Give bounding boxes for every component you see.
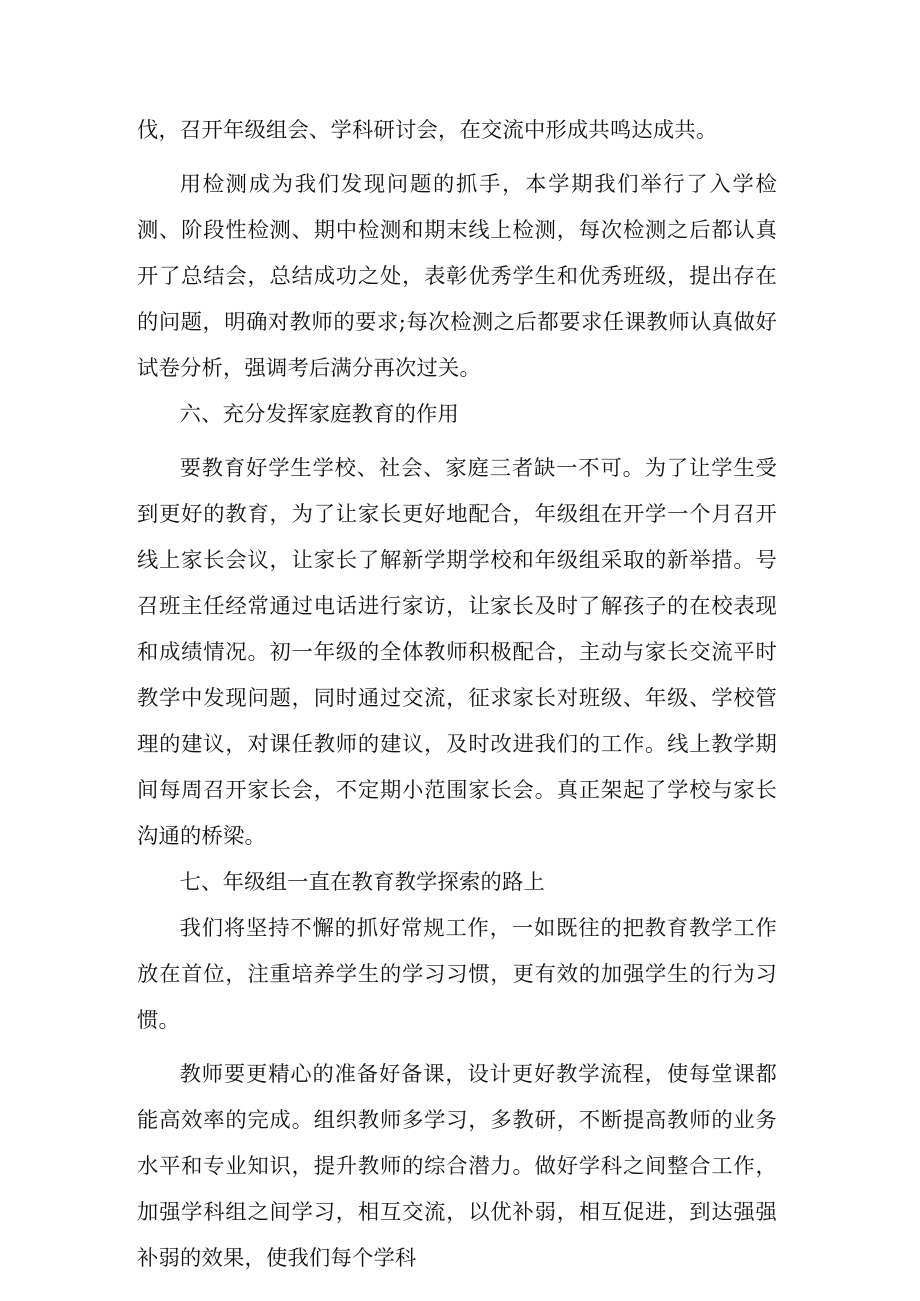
paragraph-family-education: 要教育好学生学校、社会、家庭三者缺一不可。为了让学生受到更好的教育，为了让家长更好地配合，年级组在开学一个月召开线上家长会议，让家长了解新学期学校和年级组采取的新举措。号召班主任经常通过电话进行家访，让家长及时了解孩子的在校表现和成绩情况。初一年级的全体教师积极配合，主动与家长交流平时教学中发现问题，同时通过交流，征求家长对班级、年级、学校管理的建议，对课任教师的建议，及时改进我们的工作。线上教学期间每周召开家长会，不定期小范围家长会。真正架起了学校与家长沟通的桥梁。 xyxy=(137,456,777,849)
paragraph-routine-work: 我们将坚持不懈的抓好常规工作，一如既往的把教育教学工作放在首位，注重培养学生的学习习惯，更有效的加强学生的行为习惯。 xyxy=(137,916,777,1033)
paragraph-testing: 用检测成为我们发现问题的抓手，本学期我们举行了入学检测、阶段性检测、期中检测和期末线上检测，每次检测之后都认真开了总结会，总结成功之处，表彰优秀学生和优秀班级，提出存在的问题，明确对教师的要求;每次检测之后都要求任课教师认真做好试卷分析，强调考后满分再次过关。 xyxy=(137,172,777,381)
section-heading-seven: 七、年级组一直在教育教学探索的路上 xyxy=(179,870,546,895)
paragraph-continuation: 伐，召开年级组会、学科研讨会，在交流中形成共鸣达成共。 xyxy=(137,118,718,143)
document-body xyxy=(137,108,777,1282)
paragraph-teacher-preparation: 教师要更精心的准备好备课，设计更好教学流程，使每堂课都能高效率的完成。组织教师多学习，多教研，不断提高教师的业务水平和专业知识，提升教师的综合潜力。做好学科之间整合工作，加强学科组之间学习，相互交流，以优补弱，相互促进，到达强强补弱的效果，使我们每个学科 xyxy=(137,1062,777,1271)
section-heading-six: 六、充分发挥家庭教育的作用 xyxy=(179,402,460,427)
